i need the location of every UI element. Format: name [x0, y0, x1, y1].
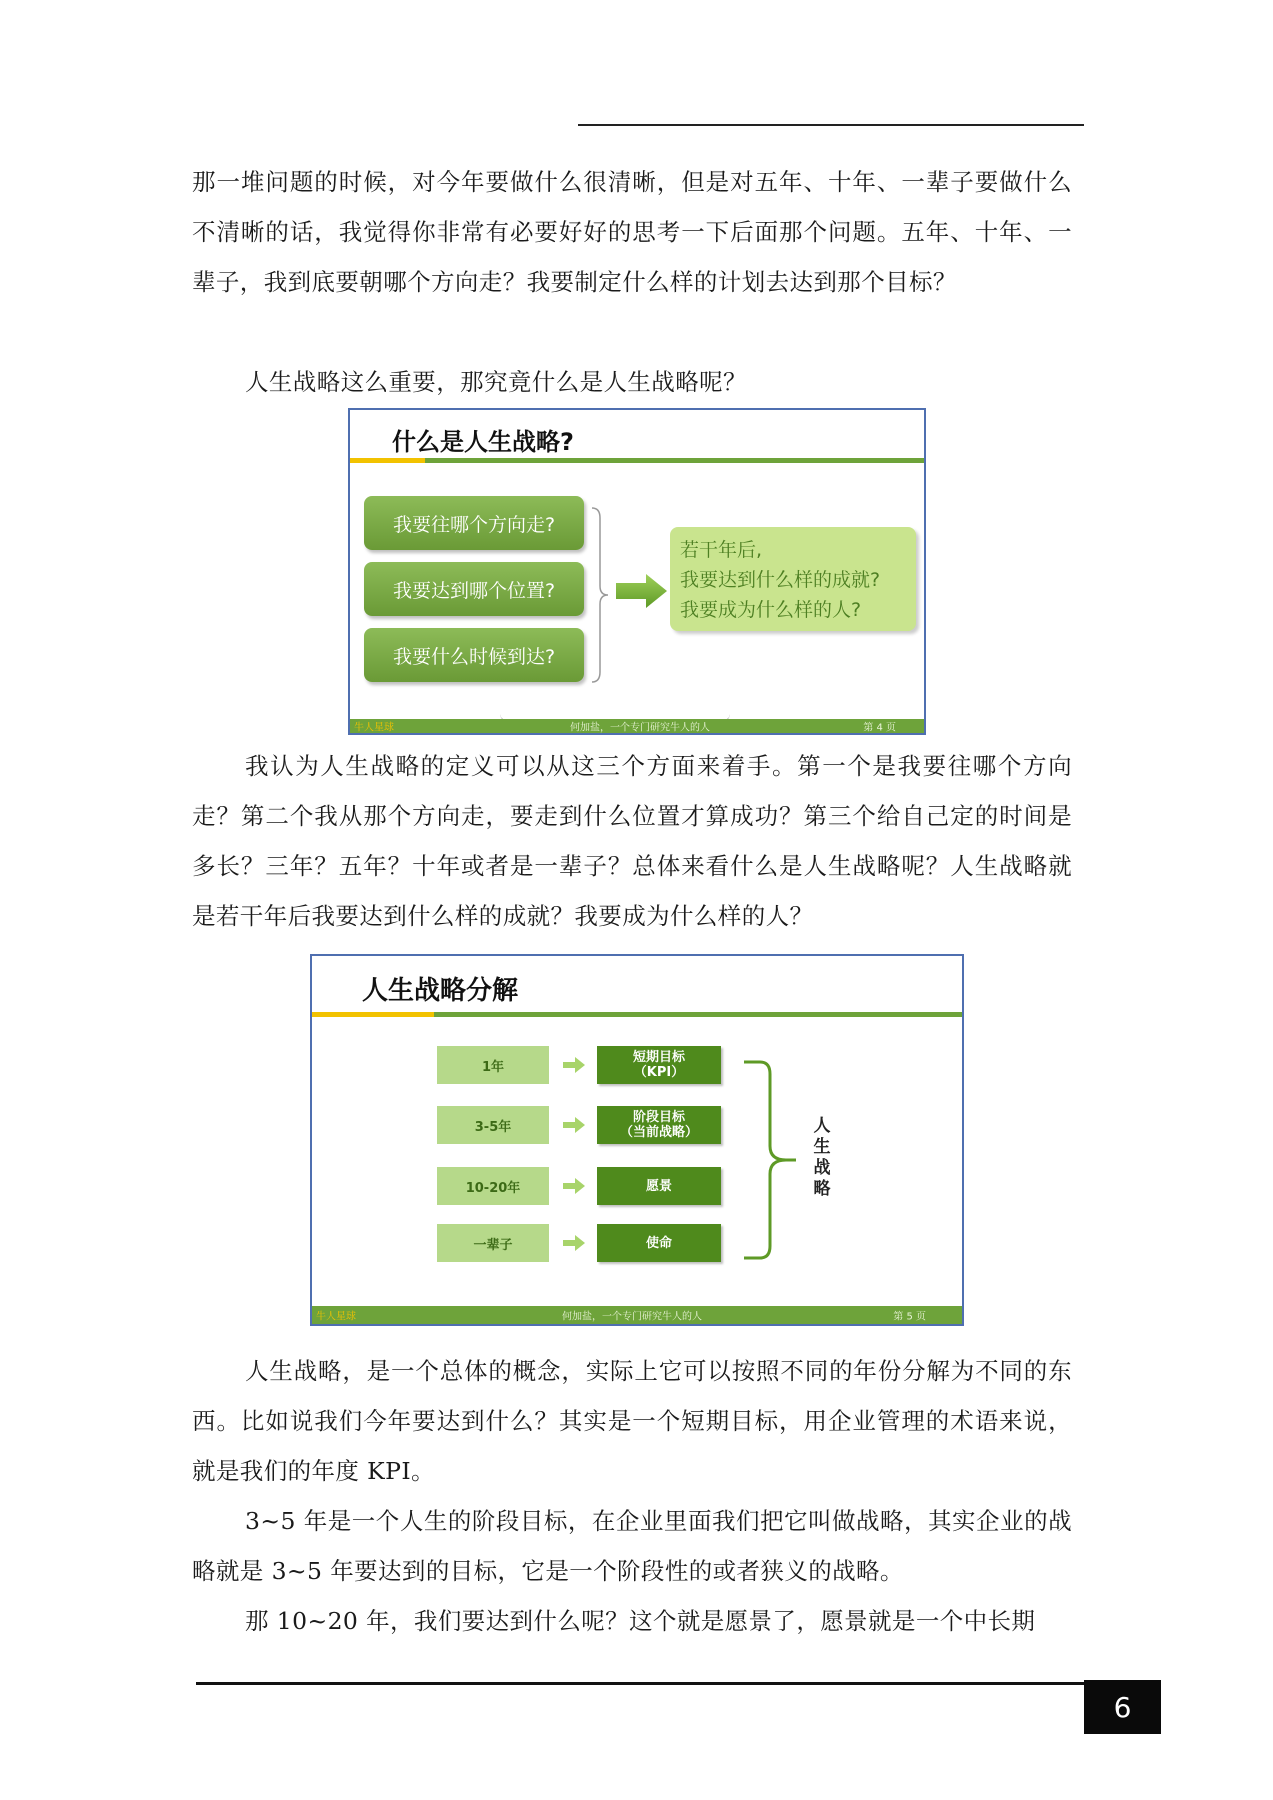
- page-number: 6: [1084, 1680, 1161, 1734]
- title-underline-yellow: [312, 1012, 434, 1017]
- slide-footer: [312, 1306, 962, 1324]
- bracket-icon: [742, 1060, 798, 1260]
- bracket-icon: [590, 506, 610, 684]
- slide-title: 人生战略分解: [362, 976, 519, 1006]
- paragraph-3: 我认为人生战略的定义可以从这三个方面来着手。第一个是我要往哪个方向走？第二个我从那个方向走，要走到什么位置才算成功？第三个给自己定的时间是多长？三年？五年？十年或者是一辈子？总体来看什么是人生战略呢？人生战略就是若干年后我要达到什么样的成就？我要成为什么样的人？: [192, 752, 1072, 930]
- arrow-right-icon: [563, 1057, 585, 1073]
- title-underline-green: [434, 1012, 962, 1017]
- footer-page: 第 5 页: [893, 1311, 926, 1323]
- period-lifetime: 一辈子: [437, 1224, 549, 1262]
- paragraph-1: 那一堆问题的时候，对今年要做什么很清晰，但是对五年、十年、一辈子要做什么不清晰的话，我觉得你非常有必要好好的思考一下后面那个问题。五年、十年、一辈子，我到底要朝哪个方向走？我要制定什么样的计划去达到那个目标？: [192, 168, 1072, 296]
- question-direction: 我要往哪个方向走?: [364, 496, 584, 550]
- period-3-5-years: 3-5年: [437, 1106, 549, 1144]
- life-strategy-label: 人 生 战 略: [813, 1116, 831, 1199]
- paragraph-5: 3~5 年是一个人生的阶段目标，在企业里面我们把它叫做战略，其实企业的战略就是 3~5 年要达到的目标，它是一个阶段性的或者狭义的战略。: [192, 1507, 1072, 1585]
- paragraph-6: 那 10~20 年，我们要达到什么呢？这个就是愿景了，愿景就是一个中长期: [245, 1607, 1036, 1635]
- slide-title: 什么是人生战略?: [392, 428, 574, 456]
- goal-stage: 阶段目标 （当前战略）: [597, 1106, 721, 1144]
- header-rule: [578, 124, 1084, 126]
- paragraph-2: 人生战略这么重要，那究竟什么是人生战略呢？: [245, 368, 747, 396]
- arrow-right-icon: [616, 574, 668, 608]
- title-underline-yellow: [350, 458, 425, 463]
- footer-page: 第 4 页: [863, 722, 896, 734]
- arrow-right-icon: [563, 1117, 585, 1133]
- title-underline-green: [425, 458, 924, 463]
- slide-life-strategy-breakdown: [310, 954, 964, 1326]
- footer-tagline: 何加盐，一个专门研究牛人的人: [570, 722, 710, 734]
- goal-mission: 使命: [597, 1224, 721, 1262]
- question-timing: 我要什么时候到达?: [364, 628, 584, 682]
- footer-brand: 牛人星球: [354, 722, 394, 734]
- goal-short-term: 短期目标 （KPI）: [597, 1046, 721, 1084]
- answer-line: 若干年后,: [680, 539, 763, 561]
- question-position: 我要达到哪个位置?: [364, 562, 584, 616]
- answer-box: [670, 527, 916, 631]
- paragraph-4: 人生战略，是一个总体的概念，实际上它可以按照不同的年份分解为不同的东西。比如说我们今年要达到什么？其实是一个短期目标，用企业管理的术语来说，就是我们的年度 KPI。: [192, 1357, 1072, 1485]
- footer-tagline: 何加盐，一个专门研究牛人的人: [562, 1311, 702, 1323]
- arrow-right-icon: [563, 1178, 585, 1194]
- answer-line: 我要达到什么样的成就?: [680, 569, 881, 591]
- goal-vision: 愿景: [597, 1167, 721, 1205]
- slide-what-is-life-strategy: [348, 408, 926, 735]
- footer-brand: 牛人星球: [316, 1311, 356, 1323]
- footer-rule: [196, 1682, 1084, 1685]
- period-1-year: 1年: [437, 1046, 549, 1084]
- slide-footer: [350, 719, 924, 733]
- period-10-20-years: 10-20年: [437, 1167, 549, 1205]
- answer-line: 我要成为什么样的人?: [680, 599, 862, 621]
- arrow-right-icon: [563, 1235, 585, 1251]
